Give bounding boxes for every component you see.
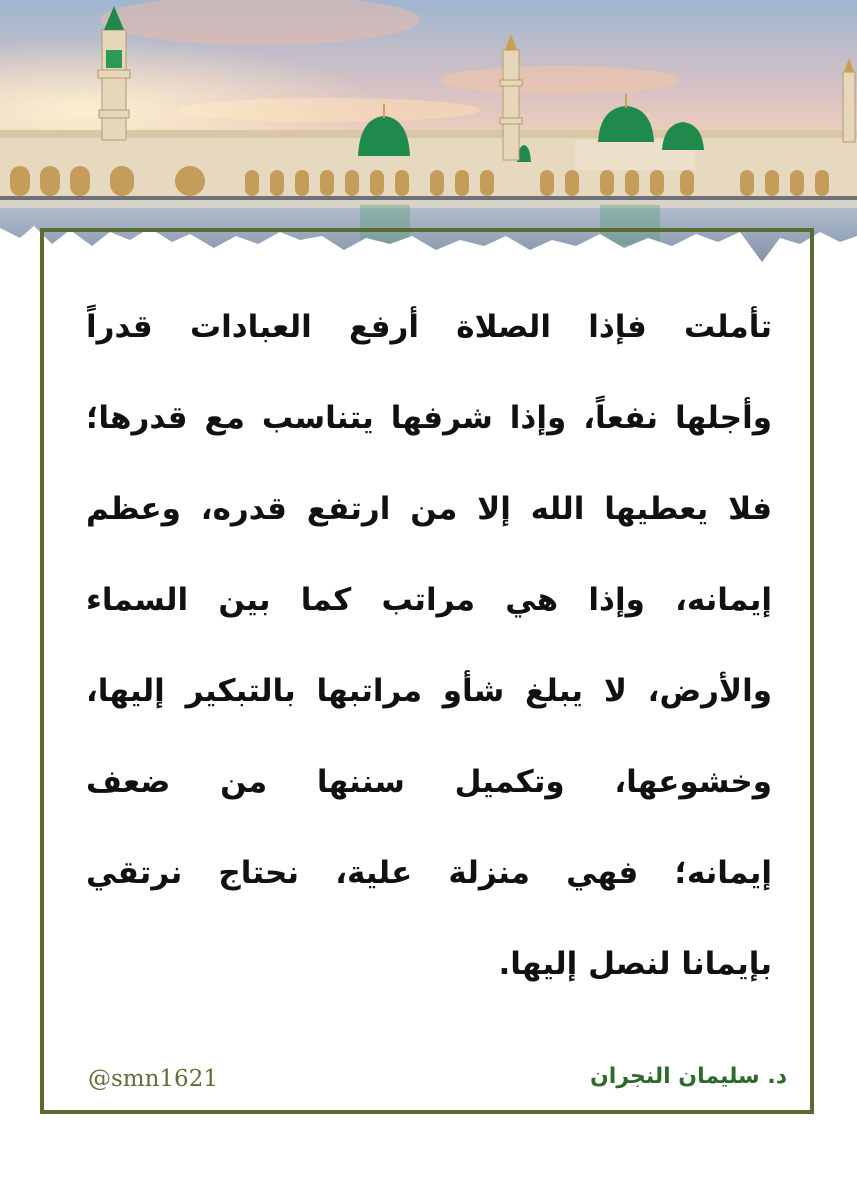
quote-line: وأجلها نفعاً، وإذا شرفها يتناسب مع قدرها؛ <box>86 400 772 436</box>
quote-line: والأرض، لا يبلغ شأو مراتبها بالتبكير إليها، <box>86 673 772 709</box>
quote-line: إيمانه؛ فهي منزلة علية، نحتاج نرتقي <box>86 855 772 891</box>
quote-line: فلا يعطيها الله إلا من ارتفع قدره، وعظم <box>86 491 772 527</box>
author-name: د. سليمان النجران <box>590 1064 787 1089</box>
quote-line: إيمانه، وإذا هي مراتب كما بين السماء <box>86 582 772 618</box>
quote-line: تأملت فإذا الصلاة أرفع العبادات قدراً <box>86 309 772 345</box>
quote-line: بإيمانا لنصل إليها. <box>498 946 772 982</box>
social-handle: @smn1621 <box>88 1066 218 1092</box>
quote-line: وخشوعها، وتكميل سننها من ضعف <box>86 764 772 800</box>
quote-text <box>86 282 772 1010</box>
